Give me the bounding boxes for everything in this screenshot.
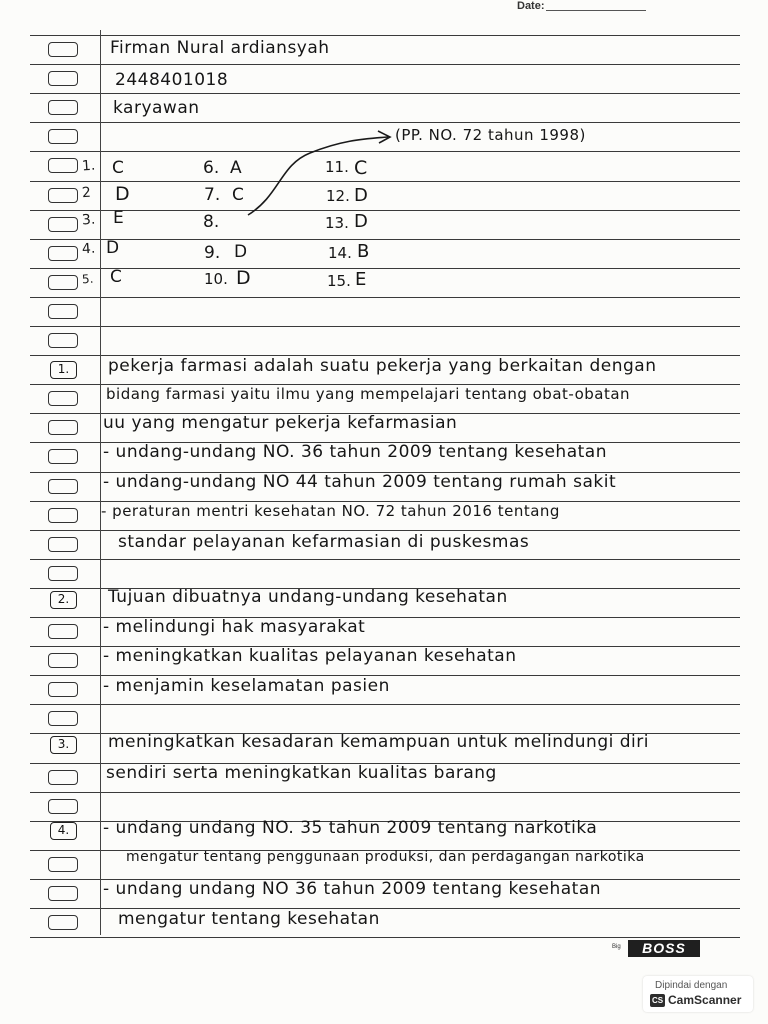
mc-ans-3: E <box>113 208 124 228</box>
mc-num-1: 1. <box>81 157 96 175</box>
q1-line-7: standar pelayanan kefarmasian di puskesmas <box>118 532 530 552</box>
binding-hole <box>48 129 78 144</box>
essay-num-1: 1. <box>50 361 77 379</box>
mc-ans-5: C <box>110 267 122 287</box>
q2-line-3: - meningkatkan kualitas pelayanan kesehatan <box>103 646 517 666</box>
binding-hole <box>48 449 78 464</box>
brand-small-text: Big <box>612 944 621 950</box>
mc-num-14: 14. <box>328 244 352 262</box>
mc-num-7: 7. <box>204 185 221 205</box>
binding-hole <box>48 857 78 872</box>
ruled-line <box>30 239 740 240</box>
q2-line-1: Tujuan dibuatnya undang-undang kesehatan <box>108 587 508 607</box>
curved-arrow-icon <box>240 125 400 225</box>
ruled-line <box>30 530 740 531</box>
q3-line-1: meningkatkan kesadaran kemampuan untuk melindungi diri <box>108 732 649 752</box>
mc-ans-15: E <box>355 269 367 290</box>
binding-hole <box>48 799 78 814</box>
q1-line-4: - undang-undang NO. 36 tahun 2009 tentang kesehatan <box>103 442 607 462</box>
mc-ans-10: D <box>236 267 251 289</box>
binding-hole <box>48 188 78 203</box>
ruled-line <box>30 64 740 65</box>
mc-num-6: 6. <box>203 158 220 178</box>
mc-num-5: 5. <box>81 271 94 287</box>
ruled-line <box>30 268 740 269</box>
binding-hole <box>48 333 78 348</box>
q1-line-5: - undang-undang NO 44 tahun 2009 tentang rumah sakit <box>103 472 617 492</box>
binding-hole <box>48 711 78 726</box>
q1-line-6: - peraturan mentri kesehatan NO. 72 tahun 2016 tentang <box>101 502 560 520</box>
binding-hole <box>48 246 78 261</box>
binding-hole <box>48 624 78 639</box>
binding-hole <box>48 420 78 435</box>
binding-hole <box>48 770 78 785</box>
binding-hole <box>48 391 78 406</box>
q4-line-4: mengatur tentang kesehatan <box>118 909 380 929</box>
ruled-line <box>30 122 740 123</box>
binding-hole <box>48 682 78 697</box>
q1-line-1: pekerja farmasi adalah suatu pekerja yang berkaitan dengan <box>108 356 657 376</box>
q1-line-3: uu yang mengatur pekerja kefarmasian <box>103 413 458 433</box>
scanner-caption: Dipindai dengan <box>655 980 728 991</box>
binding-hole <box>48 537 78 552</box>
mc-num-13: 13. <box>325 214 349 232</box>
date-label: Date: <box>517 0 545 12</box>
mc-num-15: 15. <box>327 272 351 290</box>
mc-ans-11: C <box>354 157 368 179</box>
scanner-name: CamScanner <box>668 993 742 1007</box>
mc-num-9: 9. <box>204 243 221 263</box>
camscanner-watermark <box>643 976 753 1012</box>
mc-num-2: 2 <box>81 184 92 202</box>
mc-ans-12: D <box>354 185 368 206</box>
binding-hole <box>48 100 78 115</box>
date-line <box>546 10 646 11</box>
ruled-line <box>30 297 740 298</box>
mc-num-3: 3. <box>81 211 96 229</box>
brand-name: BOSS <box>628 940 700 957</box>
binding-hole <box>48 653 78 668</box>
ruled-line <box>30 937 740 938</box>
mc-ans-7: C <box>232 185 244 205</box>
mc-ans-1: C <box>112 158 124 178</box>
mc-ans-14: B <box>357 241 370 262</box>
mc-ans-13: D <box>354 211 368 232</box>
mc-num-4: 4. <box>81 240 96 258</box>
binding-hole <box>48 304 78 319</box>
q2-line-4: - menjamin keselamatan pasien <box>103 676 390 696</box>
q4-line-1: - undang undang NO. 35 tahun 2009 tentang narkotika <box>103 818 598 838</box>
binding-hole <box>48 71 78 86</box>
binding-hole <box>48 42 78 57</box>
ruled-line <box>30 792 740 793</box>
essay-num-3: 3. <box>50 736 77 754</box>
student-id: 2448401018 <box>115 70 229 90</box>
binding-hole <box>48 566 78 581</box>
ruled-line <box>30 326 740 327</box>
ruled-line <box>30 704 740 705</box>
q1-line-2: bidang farmasi yaitu ilmu yang mempelajari tentang obat-obatan <box>106 385 631 403</box>
binding-hole <box>48 158 78 173</box>
essay-num-4: 4. <box>50 822 77 840</box>
binding-hole <box>48 886 78 901</box>
mc-ans-4: D <box>106 238 120 258</box>
ruled-line <box>30 35 740 36</box>
q4-line-3: - undang undang NO 36 tahun 2009 tentang kesehatan <box>103 879 602 899</box>
camscanner-icon: CS <box>651 996 664 1005</box>
mc-num-8: 8. <box>203 212 220 232</box>
binding-hole <box>48 508 78 523</box>
q4-line-2: mengatur tentang penggunaan produksi, dan perdagangan narkotika <box>126 849 645 865</box>
margin-line <box>100 30 101 935</box>
arrow-note: (PP. NO. 72 tahun 1998) <box>395 126 586 144</box>
binding-hole <box>48 479 78 494</box>
essay-num-2: 2. <box>50 591 77 609</box>
q3-line-2: sendiri serta meningkatkan kualitas barang <box>106 763 497 783</box>
binding-hole <box>48 915 78 930</box>
student-name: Firman Nural ardiansyah <box>110 38 330 58</box>
mc-ans-9: D <box>234 242 248 262</box>
q2-line-2: - melindungi hak masyarakat <box>103 617 366 637</box>
mc-num-10: 10. <box>204 270 228 288</box>
mc-ans-6: A <box>230 158 242 178</box>
mc-ans-2: D <box>115 183 130 205</box>
binding-hole <box>48 217 78 232</box>
mc-num-12: 12. <box>326 187 350 205</box>
binding-hole <box>48 275 78 290</box>
mc-num-11: 11. <box>325 158 349 176</box>
ruled-line <box>30 93 740 94</box>
ruled-line <box>30 559 740 560</box>
student-role: karyawan <box>113 98 200 118</box>
